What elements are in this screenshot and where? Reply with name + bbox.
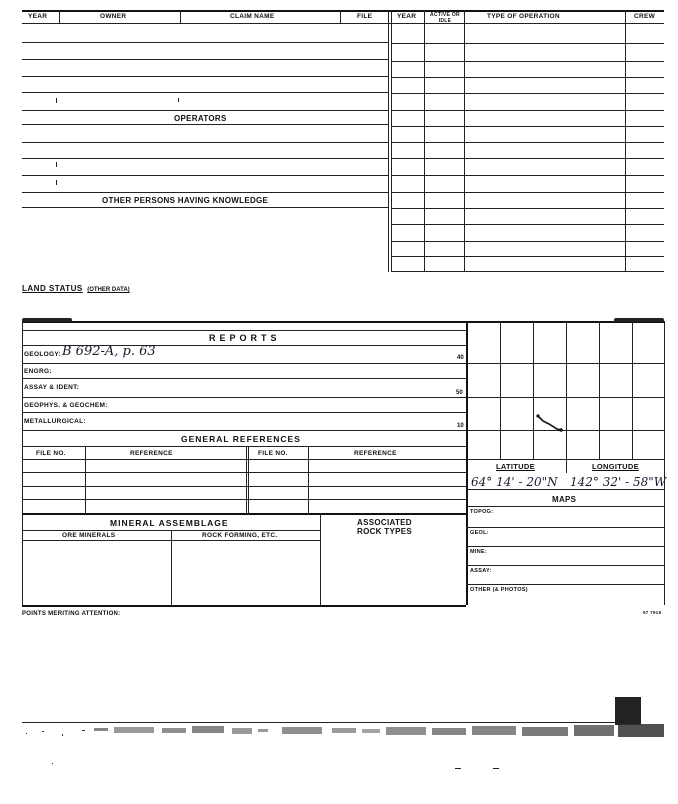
maps-mine: MINE: xyxy=(470,549,488,555)
location-mark-icon xyxy=(535,412,565,434)
operators-title: OPERATORS xyxy=(174,114,227,123)
mineral-assemblage-title: MINERAL ASSEMBLAGE xyxy=(110,518,229,528)
land-status-sub: (OTHER DATA) xyxy=(87,287,130,293)
header-active-or-idle: ACTIVE OR IDLE xyxy=(430,12,460,24)
points-meriting-attention: POINTS MERITING ATTENTION: xyxy=(22,611,121,617)
general-references-title: GENERAL REFERENCES xyxy=(181,434,301,444)
ore-minerals-header: ORE MINERALS xyxy=(62,532,116,539)
report-label-geophys: GEOPHYS. & GEOCHEM: xyxy=(24,402,108,409)
latitude-label: LATITUDE xyxy=(496,462,535,471)
gen-ref-header-file-no-1: FILE NO. xyxy=(36,450,66,457)
report-label-geology: GEOLOGY: xyxy=(24,351,61,358)
land-status-title: LAND STATUS xyxy=(22,284,83,293)
report-num-metallurgical: 10 xyxy=(457,423,464,429)
gen-ref-header-reference-2: REFERENCE xyxy=(354,450,397,457)
report-label-engrg: ENGRG: xyxy=(24,368,52,375)
maps-geol: GEOL: xyxy=(470,530,489,536)
gen-ref-header-reference-1: REFERENCE xyxy=(130,450,173,457)
reports-title: REPORTS xyxy=(209,333,281,343)
header-year-2: YEAR xyxy=(397,13,417,20)
longitude-value: 142° 32' - 58"W xyxy=(570,475,667,489)
header-claim-name: CLAIM NAME xyxy=(230,13,275,20)
header-owner: OWNER xyxy=(100,13,127,20)
form-number: 97 7915 xyxy=(643,610,662,615)
report-label-metallurgical: METALLURGICAL: xyxy=(24,418,86,425)
maps-other: OTHER (& PHOTOS) xyxy=(470,587,528,593)
report-num-geology: 40 xyxy=(457,355,464,361)
report-num-assay: 50 xyxy=(456,390,463,396)
longitude-label: LONGITUDE xyxy=(592,462,639,471)
latitude-value: 64° 14' - 20"N xyxy=(471,475,558,489)
header-year: YEAR xyxy=(28,13,48,20)
maps-title: MAPS xyxy=(552,495,577,504)
header-file: FILE xyxy=(357,13,373,20)
rock-forming-header: ROCK FORMING, ETC. xyxy=(202,532,278,539)
other-persons-title: OTHER PERSONS HAVING KNOWLEDGE xyxy=(102,196,269,205)
associated-rock-types-line1: ASSOCIATED xyxy=(357,518,412,527)
gen-ref-header-file-no-2: FILE NO. xyxy=(258,450,288,457)
report-value-geology: B 692-A, p. 63 xyxy=(62,344,156,359)
header-type-of-operation: TYPE OF OPERATION xyxy=(487,13,560,20)
maps-topog: TOPOG: xyxy=(470,509,494,515)
report-label-assay: ASSAY & IDENT: xyxy=(24,384,80,391)
header-crew: CREW xyxy=(634,13,656,20)
maps-assay: ASSAY: xyxy=(470,568,492,574)
land-status xyxy=(22,278,130,296)
associated-rock-types-line2: ROCK TYPES xyxy=(357,527,413,536)
